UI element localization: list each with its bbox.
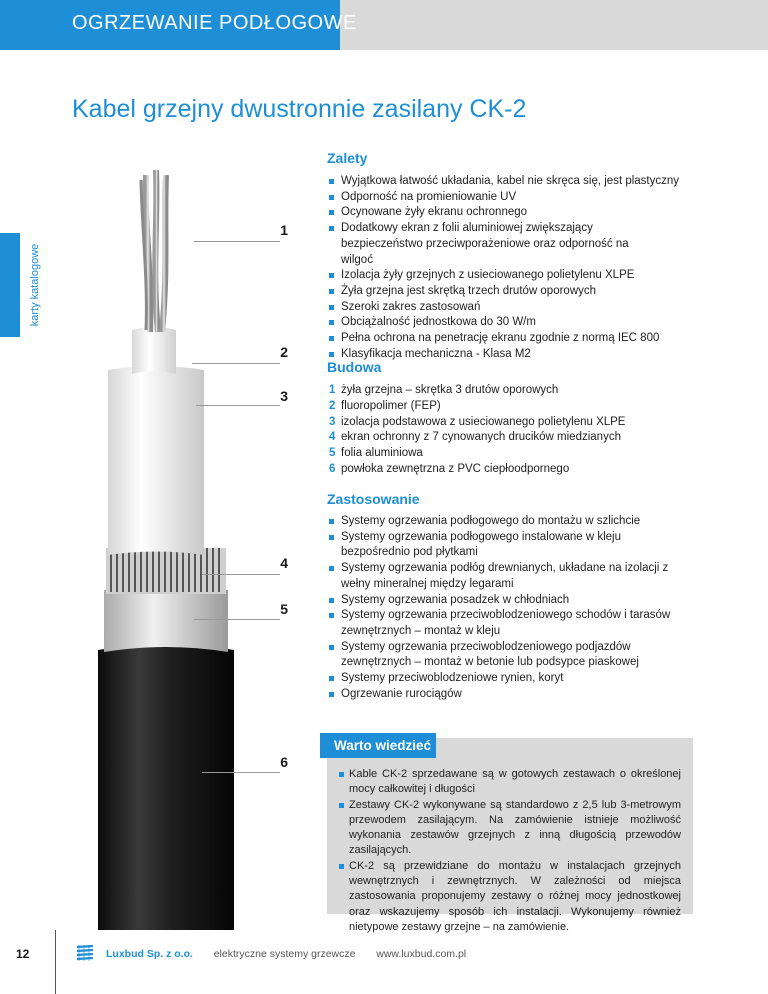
- section-title: OGRZEWANIE PODŁOGOWE: [72, 12, 357, 34]
- diagram-label-1: 1: [280, 222, 288, 238]
- list-item: Dodatkowy ekran z folii aluminiowej zwiększający bezpieczeństwo przeciwporażeniowe oraz odporność na wilgoć: [329, 221, 644, 268]
- footer-divider: [55, 930, 56, 994]
- list-item: CK-2 są przewidziane do montażu w instalacjach grzejnych wewnętrznych i zewnętrznych. W zależności od miejsca zastosowania proponujemy zestawy o różnej mocy jednostkowej oraz wskazujemy sposób ich instalacji. Wykonujemy również nietypowe zestawy grzejne – na zamówienie.: [339, 859, 681, 935]
- footer-tagline: elektryczne systemy grzewcze: [213, 948, 356, 960]
- leader-line-6: [202, 772, 280, 773]
- list-item: 1 żyła grzejna – skrętka 3 drutów oporowych: [329, 384, 559, 396]
- list-item: Systemy ogrzewania przeciwoblodzeniowego schodów i tarasów zewnętrznych – montaż w kleju: [329, 608, 674, 639]
- footer-url[interactable]: www.luxbud.com.pl: [376, 948, 467, 960]
- list-item: Pełna ochrona na penetrację ekranu zgodnie z normą IEC 800: [329, 331, 729, 347]
- info-heading: Warto wiedzieć: [320, 733, 436, 758]
- leader-line-3: [196, 405, 280, 406]
- list-item: Obciążalność jednostkowa do 30 W/m: [329, 315, 729, 331]
- cable-illustration: [96, 170, 236, 930]
- list-item: Żyła grzejna jest skrętką trzech drutów oporowych: [329, 284, 729, 300]
- info-list: [339, 767, 681, 935]
- list-item: 4 ekran ochronny z 7 cynowanych drucików miedzianych: [329, 431, 621, 444]
- advantages-heading: Zalety: [327, 150, 368, 166]
- construction-heading: Budowa: [327, 359, 382, 375]
- list-item: 5 folia aluminiowa: [329, 447, 423, 460]
- diagram-label-2: 2: [280, 344, 288, 360]
- list-item: Odporność na promieniowanie UV: [329, 190, 729, 206]
- list-item: 6 powłoka zewnętrzna z PVC ciepłoodpornego: [329, 462, 570, 475]
- list-item: Zestawy CK-2 wykonywane są standardowo z 2,5 lub 3-metrowym przewodem zasilającym. Na zamówienie istnieje możliwość wykonania zestawów grzejnych z inną długością przewodów zasilających.: [339, 798, 681, 859]
- side-label: karty katalogowe: [29, 243, 41, 327]
- footer-text: [106, 948, 466, 960]
- applications-heading: Zastosowanie: [327, 491, 420, 507]
- list-item: Systemy ogrzewania podłóg drewnianych, układane na izolacji z wełny mineralnej między legarami: [329, 561, 674, 592]
- list-item: 3 izolacja podstawowa z usieciowanego polietylenu XLPE: [329, 415, 626, 428]
- screen-wires: [106, 548, 226, 594]
- diagram-label-5: 5: [280, 601, 288, 617]
- list-item: Wyjątkowa łatwość układania, kabel nie skręca się, jest plastyczny: [329, 174, 729, 190]
- list-item: Systemy ogrzewania przeciwoblodzeniowego podjazdów zewnętrznych – montaż w betonie lub podsypce piaskowej: [329, 640, 674, 671]
- list-item: Szeroki zakres zastosowań: [329, 300, 729, 316]
- list-item: Systemy ogrzewania posadzek w chłodniach: [329, 593, 674, 609]
- list-item: Systemy ogrzewania podłogowego instalowane w kleju bezpośrednio pod płytkami: [329, 530, 674, 561]
- list-item: Systemy ogrzewania podłogowego do montażu w szlichcie: [329, 514, 674, 530]
- header-accent: [0, 0, 57, 50]
- list-item: Ogrzewanie rurociągów: [329, 687, 674, 703]
- side-tab: [0, 233, 20, 337]
- advantages-list: [329, 174, 729, 362]
- list-item: Izolacja żyły grzejnych z usieciowanego polietylenu XLPE: [329, 268, 729, 284]
- diagram-label-6: 6: [280, 754, 288, 770]
- page-number: 12: [16, 947, 30, 961]
- applications-list: [329, 514, 674, 702]
- luxbud-logo-icon: [76, 944, 94, 962]
- list-item: Kable CK-2 sprzedawane są w gotowych zestawach o określonej mocy całkowitej i długości: [339, 767, 681, 798]
- list-item: Ocynowane żyły ekranu ochronnego: [329, 205, 729, 221]
- footer-separator: [364, 948, 367, 960]
- diagram-label-3: 3: [280, 388, 288, 404]
- list-item: Systemy przeciwoblodzeniowe rynien, koryt: [329, 671, 674, 687]
- page-title: Kabel grzejny dwustronnie zasilany CK-2: [72, 95, 527, 123]
- list-item: 2 fluoropolimer (FEP): [329, 399, 441, 412]
- diagram-label-4: 4: [280, 555, 288, 571]
- leader-line-5: [194, 619, 280, 620]
- construction-list: [329, 383, 729, 478]
- list-item: Klasyfikacja mechaniczna - Klasa M2: [329, 347, 729, 363]
- footer-brand: Luxbud Sp. z o.o.: [106, 948, 193, 960]
- leader-line-2: [192, 363, 280, 364]
- footer-separator: [202, 948, 205, 960]
- leader-line-1: [194, 241, 280, 242]
- leader-line-4: [202, 574, 280, 575]
